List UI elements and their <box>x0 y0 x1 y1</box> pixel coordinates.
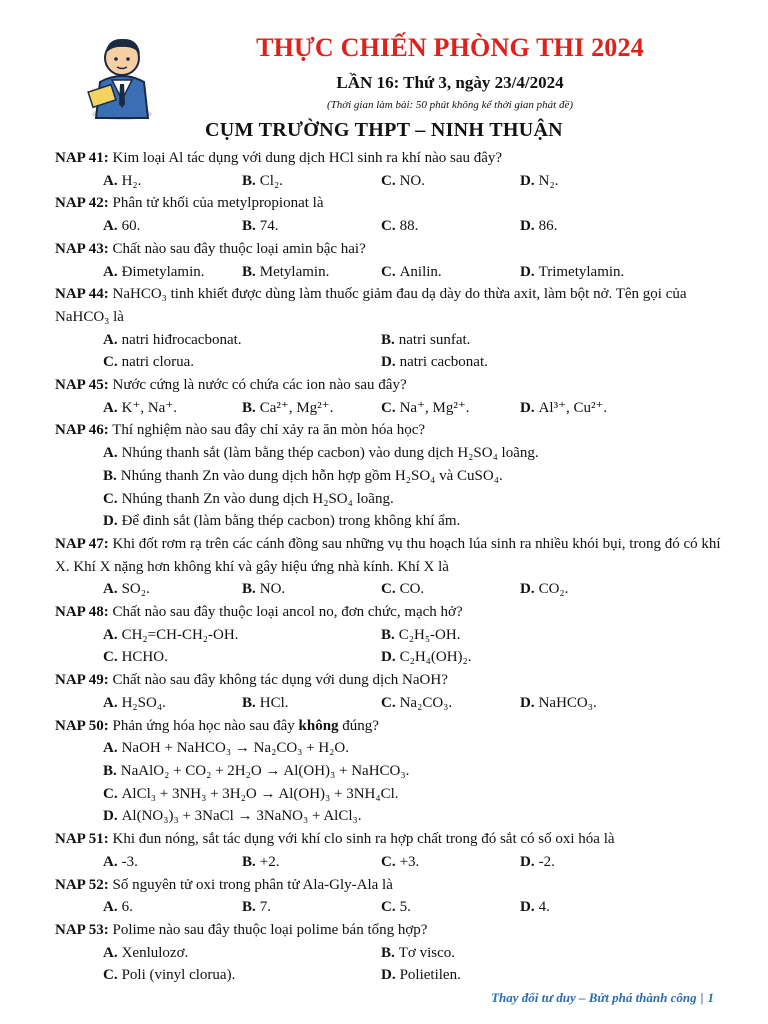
option-text: Al³⁺, Cu²⁺. <box>538 399 608 416</box>
option-letter: C. <box>103 967 118 984</box>
option-letter: B. <box>103 762 117 779</box>
option-letter: C. <box>103 490 118 507</box>
options-row <box>55 170 727 193</box>
question-number: NAP 43: <box>55 240 109 257</box>
answer-option <box>103 261 242 284</box>
option-letter: B. <box>381 626 395 643</box>
exam-title: THỰC CHIẾN PHÒNG THI 2024 <box>256 33 644 62</box>
question-block <box>55 601 727 669</box>
option-text: Polietilen. <box>399 967 461 984</box>
option-text: Cl₂. <box>259 172 283 189</box>
footer-slogan: Thay đổi tư duy – Bứt phá thành công <box>491 990 697 1005</box>
option-text: CH₂=CH-CH₂-OH. <box>121 626 239 643</box>
answer-option <box>381 851 520 874</box>
option-text: NaAlO₂ + CO₂ + 2H₂O → Al(OH)₃ + NaHCO₃. <box>120 762 410 779</box>
answer-option <box>103 170 242 193</box>
answer-option <box>520 397 659 420</box>
option-letter: B. <box>242 218 256 235</box>
options-row <box>55 851 727 874</box>
question-stem <box>55 919 727 942</box>
option-letter: D. <box>520 899 535 916</box>
answer-option <box>520 851 659 874</box>
option-letter: B. <box>242 399 256 416</box>
question-text: Khi đốt rơm rạ trên các cánh đồng sau những vụ thu hoạch lúa sinh ra nhiều khói bụi, trong đó có khí X. Khí X nặng hơn không khí và gây hiệu ứng nhà kính. Khí X là <box>55 535 721 575</box>
option-letter: B. <box>381 944 395 961</box>
option-letter: C. <box>381 581 396 598</box>
answer-option <box>381 692 520 715</box>
answer-option <box>520 170 659 193</box>
question-stem <box>55 374 727 397</box>
answer-option <box>55 805 727 828</box>
question-stem <box>55 715 727 738</box>
answer-option <box>381 329 659 352</box>
option-text: CO. <box>399 581 425 598</box>
question-block <box>55 715 727 829</box>
answer-option <box>103 578 242 601</box>
question-stem <box>55 192 727 215</box>
question-stem <box>55 533 727 578</box>
option-letter: A. <box>103 581 118 598</box>
option-letter: C. <box>381 263 396 280</box>
option-text: Xenlulozơ. <box>121 944 189 961</box>
option-text: AlCl₃ + 3NH₃ + 3H₂O → Al(OH)₃ + 3NH₄Cl. <box>121 785 399 802</box>
answer-option <box>381 261 520 284</box>
answer-option <box>242 215 381 238</box>
question-block <box>55 147 727 192</box>
option-text: Tơ visco. <box>398 944 456 961</box>
options-row <box>55 329 727 352</box>
answer-option <box>55 737 727 760</box>
option-letter: C. <box>103 785 118 802</box>
option-text: 5. <box>399 899 411 916</box>
option-letter: A. <box>103 944 118 961</box>
question-block <box>55 238 727 283</box>
question-number: NAP 42: <box>55 195 109 212</box>
answer-option <box>520 261 659 284</box>
option-letter: D. <box>103 808 118 825</box>
student-mascot-icon <box>86 30 158 122</box>
options-row <box>55 692 727 715</box>
option-letter: A. <box>103 853 118 870</box>
option-letter: A. <box>103 399 118 416</box>
option-text: H₂. <box>121 172 142 189</box>
question-block <box>55 669 727 714</box>
option-letter: B. <box>242 853 256 870</box>
option-letter: A. <box>103 899 118 916</box>
option-text: natri hiđrocacbonat. <box>121 331 242 348</box>
option-letter: C. <box>381 853 396 870</box>
option-text: +2. <box>259 853 280 870</box>
options-row <box>55 896 727 919</box>
option-letter: B. <box>242 172 256 189</box>
answer-option <box>103 964 381 987</box>
option-letter: D. <box>520 581 535 598</box>
option-text: NO. <box>399 172 426 189</box>
option-letter: B. <box>242 263 256 280</box>
question-block <box>55 919 727 987</box>
options-row <box>55 578 727 601</box>
option-letter: C. <box>381 218 396 235</box>
answer-option <box>103 692 242 715</box>
option-letter: C. <box>381 694 396 711</box>
question-text: Polime nào sau đây thuộc loại polime bán tổng hợp? <box>112 921 428 938</box>
answer-option <box>242 896 381 919</box>
option-text: NaOH + NaHCO₃ → Na₂CO₃ + H₂O. <box>121 740 349 757</box>
answer-option <box>242 851 381 874</box>
question-block <box>55 828 727 873</box>
option-letter: A. <box>103 445 118 462</box>
answer-option <box>103 851 242 874</box>
question-block <box>55 192 727 237</box>
option-text: 60. <box>121 218 141 235</box>
option-letter: D. <box>520 694 535 711</box>
option-text: Để đinh sắt (làm bằng thép cacbon) trong không khí ẩm. <box>121 513 461 530</box>
option-letter: D. <box>381 649 396 666</box>
option-text: -2. <box>538 853 555 870</box>
answer-option <box>103 329 381 352</box>
option-text: 88. <box>399 218 419 235</box>
option-text: natri cacbonat. <box>399 354 488 371</box>
question-number: NAP 44: <box>55 286 109 303</box>
school-name: CỤM TRƯỜNG THPT – NINH THUẬN <box>205 119 563 141</box>
question-stem <box>55 283 727 328</box>
question-block <box>55 374 727 419</box>
question-number: NAP 52: <box>55 876 109 893</box>
option-text: Poli (vinyl clorua). <box>121 967 236 984</box>
question-number: NAP 47: <box>55 535 109 552</box>
answer-option <box>381 578 520 601</box>
question-stem <box>55 601 727 624</box>
question-text: NaHCO₃ tinh khiết được dùng làm thuốc giảm đau dạ dày do thừa axit, làm bột nở. Tên gọi của NaHCO₃ là <box>55 286 687 325</box>
answer-option <box>381 646 659 669</box>
question-text: Phân tử khối của metylpropionat là <box>112 195 324 212</box>
option-text: 74. <box>259 218 279 235</box>
options-row <box>55 646 727 669</box>
question-text-tail: đúng? <box>342 717 379 734</box>
question-text-emphasis: không <box>298 717 339 734</box>
option-letter: C. <box>381 399 396 416</box>
option-letter: D. <box>520 172 535 189</box>
question-block <box>55 533 727 601</box>
question-text: Số nguyên tử oxi trong phân tử Ala-Gly-Ala là <box>112 876 393 893</box>
option-text: 7. <box>259 899 272 916</box>
option-text: Al(NO₃)₃ + 3NaCl → 3NaNO₃ + AlCl₃. <box>121 808 362 825</box>
answer-option <box>381 170 520 193</box>
option-letter: A. <box>103 626 118 643</box>
question-number: NAP 49: <box>55 672 109 689</box>
answer-option <box>55 783 727 806</box>
question-number: NAP 53: <box>55 921 109 938</box>
option-text: 86. <box>538 218 558 235</box>
answer-option <box>103 896 242 919</box>
question-list <box>55 147 727 987</box>
answer-option <box>242 170 381 193</box>
option-text: N₂. <box>538 172 559 189</box>
question-text: Chất nào sau đây không tác dụng với dung dịch NaOH? <box>112 672 448 689</box>
answer-option <box>381 397 520 420</box>
question-text: Phản ứng hóa học nào sau đây <box>112 717 295 734</box>
option-text: Na₂CO₃. <box>399 694 453 711</box>
answer-option <box>103 624 381 647</box>
answer-option <box>103 351 381 374</box>
question-block <box>55 874 727 919</box>
answer-option <box>103 646 381 669</box>
options-row <box>55 215 727 238</box>
options-row <box>55 624 727 647</box>
footer-separator: | <box>700 990 704 1005</box>
option-text: NO. <box>259 581 286 598</box>
question-stem <box>55 147 727 170</box>
exam-subtitle: LẦN 16: Thứ 3, ngày 23/4/2024 <box>336 73 564 92</box>
question-number: NAP 46: <box>55 422 109 439</box>
answer-option <box>520 896 659 919</box>
option-text: natri clorua. <box>121 354 195 371</box>
option-letter: D. <box>381 354 396 371</box>
question-number: NAP 41: <box>55 150 109 166</box>
option-text: HCHO. <box>121 649 168 666</box>
option-letter: A. <box>103 263 118 280</box>
question-text: Kim loại Al tác dụng với dung dịch HCl sinh ra khí nào sau đây? <box>112 150 503 166</box>
options-row <box>55 261 727 284</box>
option-text: K⁺, Na⁺. <box>121 399 178 416</box>
option-text: Anilin. <box>399 263 442 280</box>
option-letter: A. <box>103 331 118 348</box>
option-letter: D. <box>520 218 535 235</box>
option-text: HCl. <box>259 694 289 711</box>
answer-option <box>242 397 381 420</box>
option-text: +3. <box>399 853 420 870</box>
options-row <box>55 351 727 374</box>
option-letter: A. <box>103 218 118 235</box>
option-text: SO₂. <box>121 581 150 598</box>
options-row <box>55 397 727 420</box>
option-text: C₂H₄(OH)₂. <box>399 649 472 666</box>
answer-option <box>242 692 381 715</box>
question-block <box>55 283 727 374</box>
question-text: Nước cứng là nước có chứa các ion nào sau đây? <box>112 377 407 394</box>
option-letter: B. <box>381 331 395 348</box>
option-letter: C. <box>103 354 118 371</box>
option-text: CO₂. <box>538 581 569 598</box>
option-text: Đimetylamin. <box>121 263 205 280</box>
question-number: NAP 48: <box>55 604 109 621</box>
answer-option <box>242 578 381 601</box>
answer-option <box>55 488 727 511</box>
option-letter: A. <box>103 740 118 757</box>
time-note: (Thời gian làm bài: 50 phút không kể thời gian phát đề) <box>326 99 574 111</box>
options-row <box>55 964 727 987</box>
option-text: H₂SO₄. <box>121 694 166 711</box>
page-header <box>0 0 768 148</box>
answer-option <box>381 624 659 647</box>
option-text: natri sunfat. <box>398 331 471 348</box>
answer-option <box>55 465 727 488</box>
question-number: NAP 50: <box>55 717 109 734</box>
answer-option <box>520 215 659 238</box>
option-text: Trimetylamin. <box>538 263 625 280</box>
answer-option <box>55 442 727 465</box>
option-letter: D. <box>103 513 118 530</box>
option-letter: A. <box>103 172 118 189</box>
answer-option <box>242 261 381 284</box>
answer-option <box>103 215 242 238</box>
question-stem <box>55 874 727 897</box>
question-stem <box>55 828 727 851</box>
option-text: 4. <box>538 899 550 916</box>
option-text: Ca²⁺, Mg²⁺. <box>259 399 334 416</box>
answer-option <box>55 510 727 533</box>
answer-option <box>520 578 659 601</box>
answer-option <box>381 896 520 919</box>
option-letter: D. <box>520 263 535 280</box>
option-text: NaHCO₃. <box>538 694 597 711</box>
option-text: Nhúng thanh sắt (làm bằng thép cacbon) vào dung dịch H₂SO₄ loãng. <box>121 445 539 462</box>
question-number: NAP 51: <box>55 831 109 848</box>
option-text: -3. <box>121 853 138 870</box>
option-letter: D. <box>520 399 535 416</box>
page-number: 1 <box>707 990 714 1005</box>
answer-option <box>381 942 659 965</box>
option-letter: D. <box>520 853 535 870</box>
option-letter: C. <box>381 172 396 189</box>
answer-option <box>381 964 659 987</box>
question-text: Chất nào sau đây thuộc loại ancol no, đơn chức, mạch hở? <box>112 604 463 621</box>
option-text: C₂H₅-OH. <box>398 626 461 643</box>
option-letter: B. <box>242 899 256 916</box>
question-number: NAP 45: <box>55 377 109 394</box>
question-text: Chất nào sau đây thuộc loại amin bậc hai? <box>112 240 366 257</box>
option-text: Nhúng thanh Zn vào dung dịch hỗn hợp gồm H₂SO₄ và CuSO₄. <box>120 467 503 484</box>
answer-option <box>103 397 242 420</box>
answer-option <box>55 760 727 783</box>
question-stem <box>55 669 727 692</box>
option-letter: C. <box>381 899 396 916</box>
question-block <box>55 419 727 533</box>
option-letter: B. <box>242 581 256 598</box>
option-text: 6. <box>121 899 133 916</box>
option-text: Metylamin. <box>259 263 330 280</box>
option-letter: D. <box>381 967 396 984</box>
option-text: Nhúng thanh Zn vào dung dịch H₂SO₄ loãng. <box>121 490 394 507</box>
option-letter: B. <box>103 467 117 484</box>
question-text: Thí nghiệm nào sau đây chỉ xảy ra ăn mòn hóa học? <box>112 422 426 439</box>
option-letter: A. <box>103 694 118 711</box>
answer-option <box>381 351 659 374</box>
options-row <box>55 942 727 965</box>
answer-option <box>381 215 520 238</box>
answer-option <box>103 942 381 965</box>
option-letter: C. <box>103 649 118 666</box>
question-stem <box>55 238 727 261</box>
option-letter: B. <box>242 694 256 711</box>
question-text: Khi đun nóng, sắt tác dụng với khí clo sinh ra hợp chất trong đó sắt có số oxi hóa là <box>112 831 615 848</box>
question-stem <box>55 419 727 442</box>
page-footer <box>491 990 714 1006</box>
answer-option <box>520 692 659 715</box>
option-text: Na⁺, Mg²⁺. <box>399 399 470 416</box>
